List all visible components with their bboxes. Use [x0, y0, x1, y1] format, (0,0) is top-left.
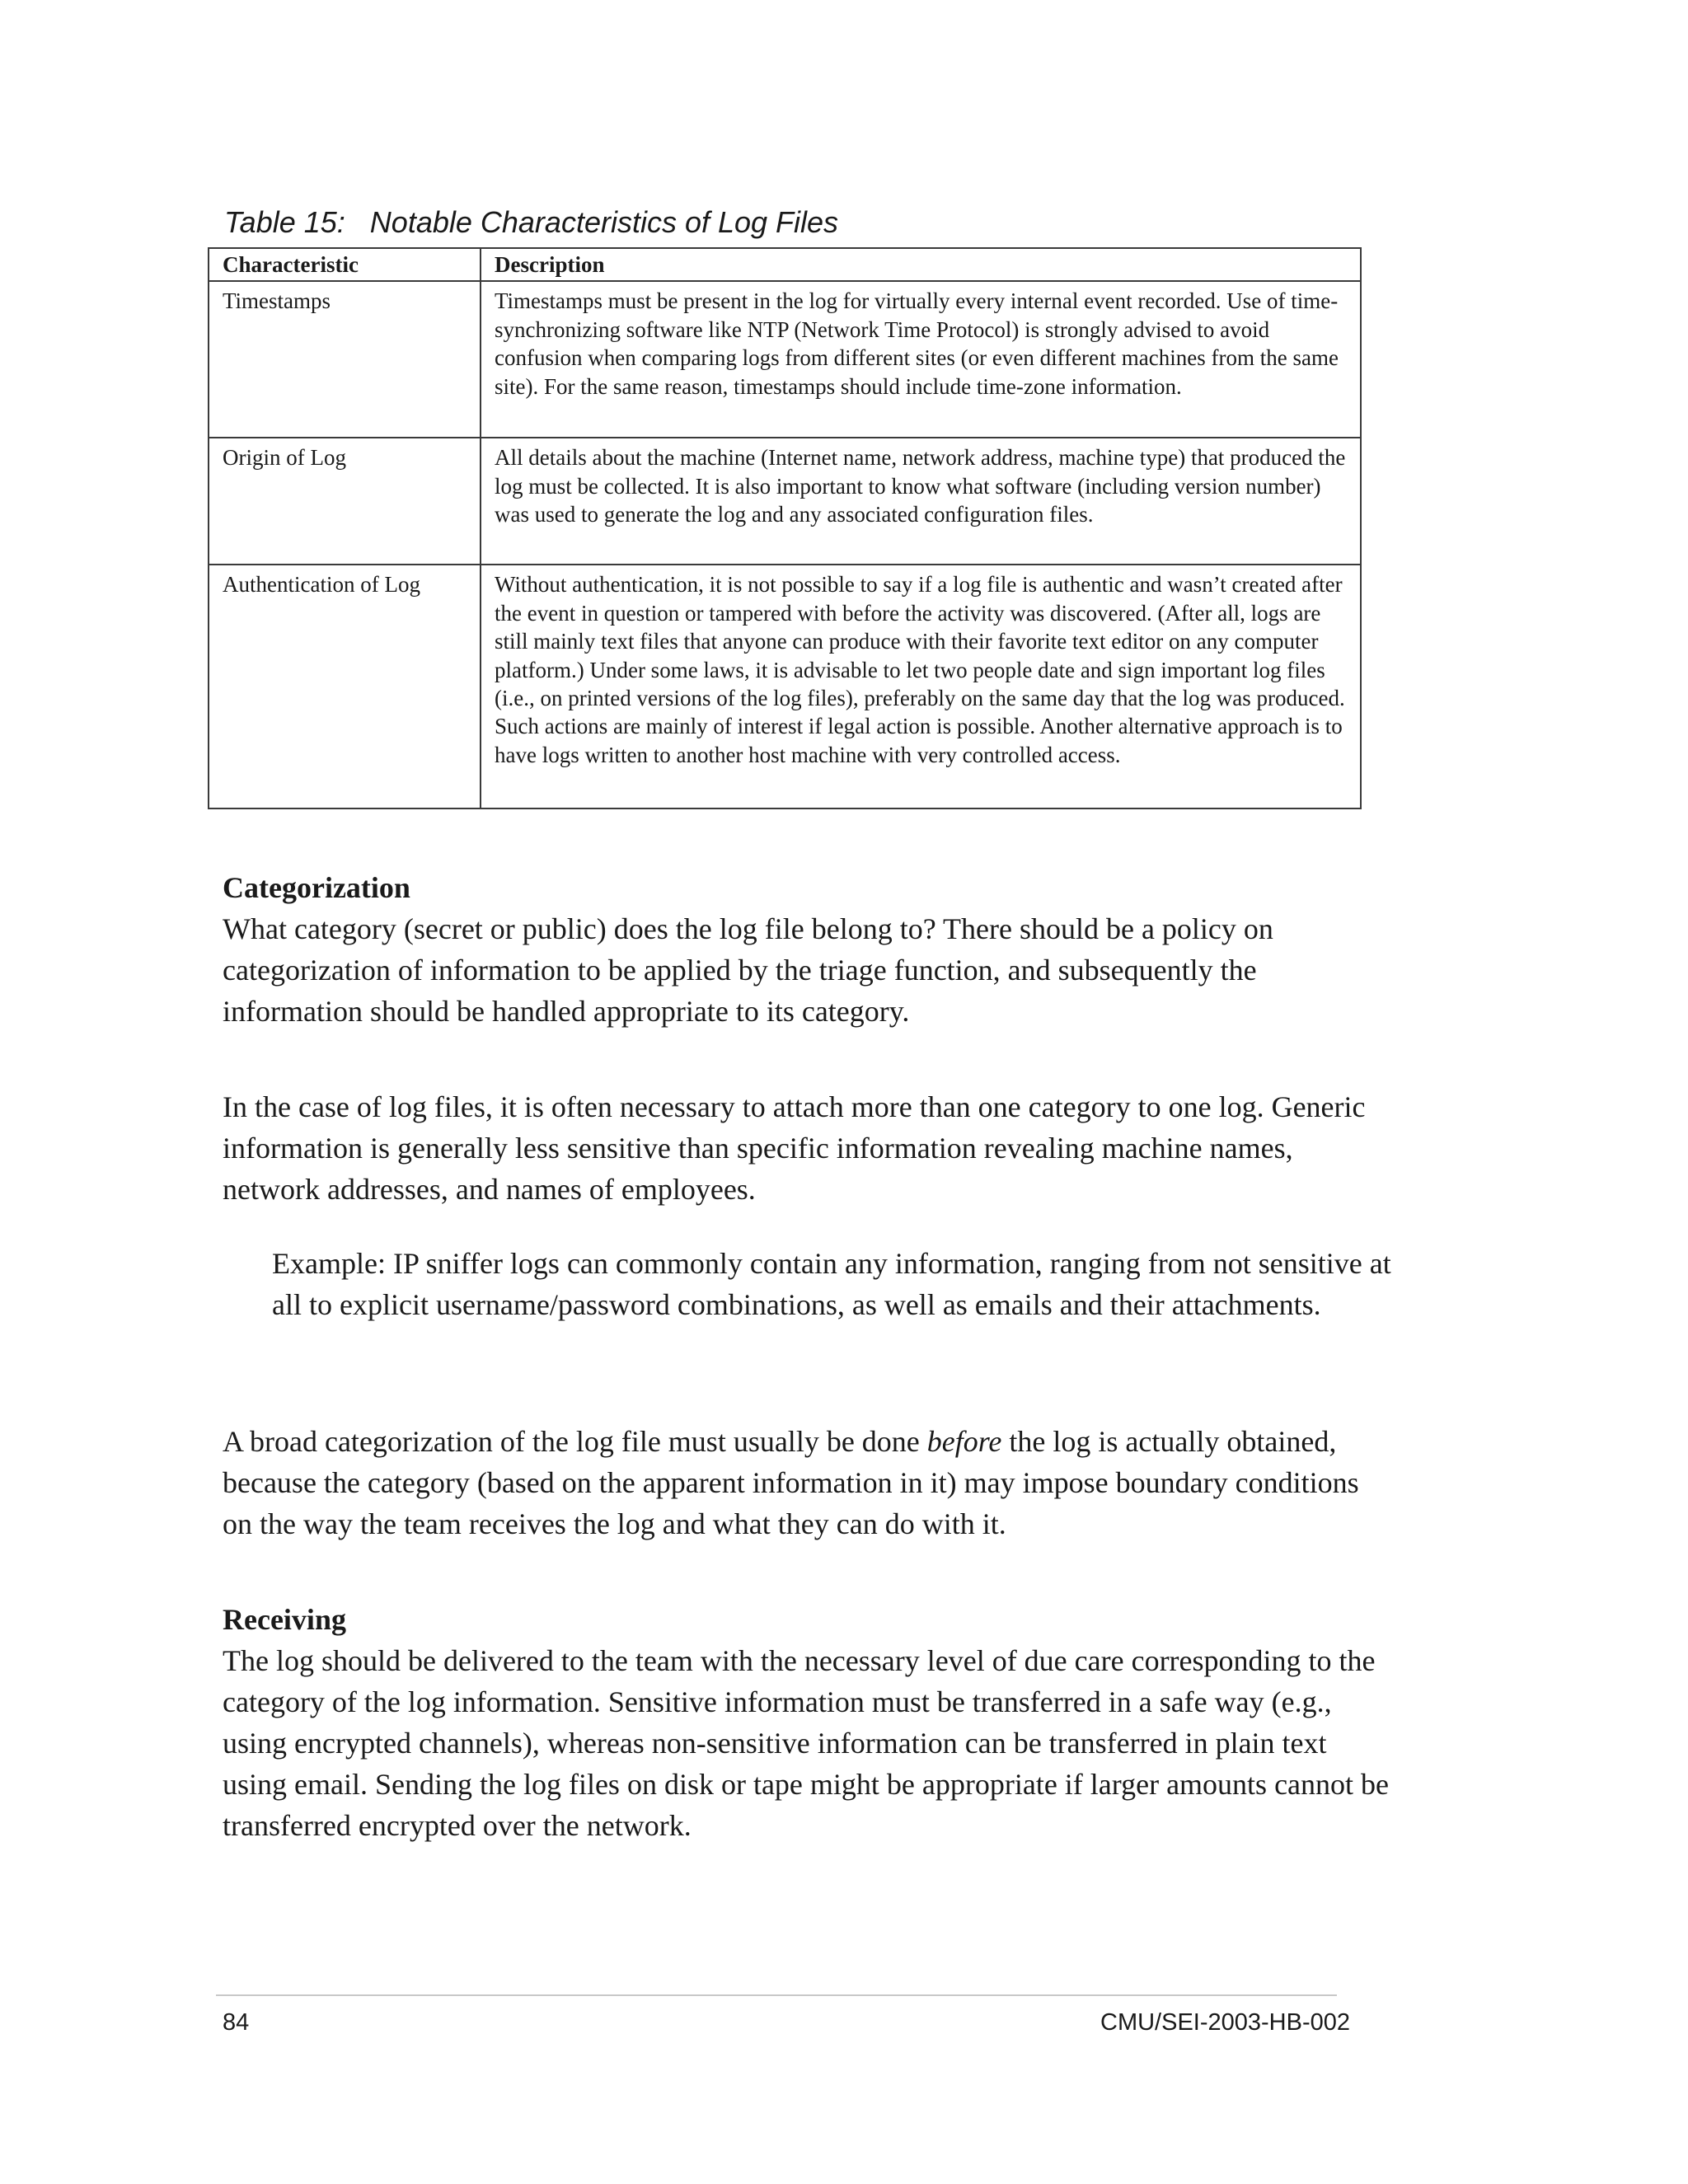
table-row: [209, 281, 1361, 438]
column-header-characteristic: Characteristic: [209, 248, 481, 281]
cell-description: Without authentication, it is not possible to say if a log file is authentic and wasn’t created after the event in question or tampered with before the activity was discovered. (After all, logs are still mainly text files that anyone can produce with their favorite text editor on any computer platform.) Under some laws, it is advisable to let two people date and sign important log files (i.e., on printed versions of the log files), preferably on the same day that the log was produced. Such actions are mainly of interest if legal action is possible. Another alternative approach is to have logs written to another host machine with very controlled access.: [481, 565, 1361, 808]
paragraph: What category (secret or public) does the log file belong to? There should be a policy on categorization of information to be applied by the triage function, and subsequently the information should be handled appropriate to its category.: [223, 912, 1273, 1028]
example-paragraph: Example: IP sniffer logs can commonly contain any information, ranging from not sensitive at all to explicit username/password combinations, as well as emails and their attachments.: [272, 1247, 1391, 1321]
table-caption: Table 15: Notable Characteristics of Log Files: [224, 205, 839, 239]
section-heading-categorization: Categorization: [223, 871, 410, 904]
cell-characteristic: Timestamps: [209, 281, 481, 438]
paragraph-text: A broad categorization of the log file must usually be done: [223, 1425, 927, 1458]
column-header-description: Description: [481, 248, 1361, 281]
paragraph: The log should be delivered to the team with the necessary level of due care corresponding to the category of the log information. Sensitive information must be transferred in a safe way (e.g., using encrypted channels), whereas non-sensitive information can be transferred in plain text using email. Sending the log files on disk or tape might be appropriate if larger amounts cannot be transferred encrypted over the network.: [223, 1644, 1390, 1842]
cell-characteristic: Authentication of Log: [209, 565, 481, 808]
table-row: [209, 565, 1361, 808]
document-id: CMU/SEI-2003-HB-002: [1100, 2009, 1350, 2036]
table-row: [209, 438, 1361, 565]
paragraph: [223, 1421, 1393, 1544]
cell-description: Timestamps must be present in the log for virtually every internal event recorded. Use of time-synchronizing software like NTP (Network Time Protocol) is strongly advised to avoid confusion when comparing logs from different sites (or even different machines from the same site). For the same reason, timestamps should include time-zone information.: [481, 281, 1361, 438]
table-header-row: [209, 248, 1361, 281]
emphasis-text: before: [926, 1425, 1002, 1458]
section-heading-receiving: Receiving: [223, 1603, 346, 1636]
page-number: 84: [223, 2009, 250, 2036]
paragraph-text: the log is actually obtained, because the category (based on the apparent information in it) may impose boundary conditions on the way the team receives the log and what they can do with it.: [223, 1425, 1359, 1540]
cell-characteristic: Origin of Log: [209, 438, 481, 565]
paragraph: In the case of log files, it is often necessary to attach more than one category to one log. Generic information is generally less sensitive than specific information revealing machine names, network addresses, and names of employees.: [223, 1090, 1366, 1206]
cell-description: All details about the machine (Internet name, network address, machine type) that produced the log must be collected. It is also important to know what software (including version number) was used to generate the log and any associated configuration files.: [481, 438, 1361, 565]
footer-divider: [216, 1994, 1337, 1996]
log-characteristics-table: [208, 247, 1362, 809]
